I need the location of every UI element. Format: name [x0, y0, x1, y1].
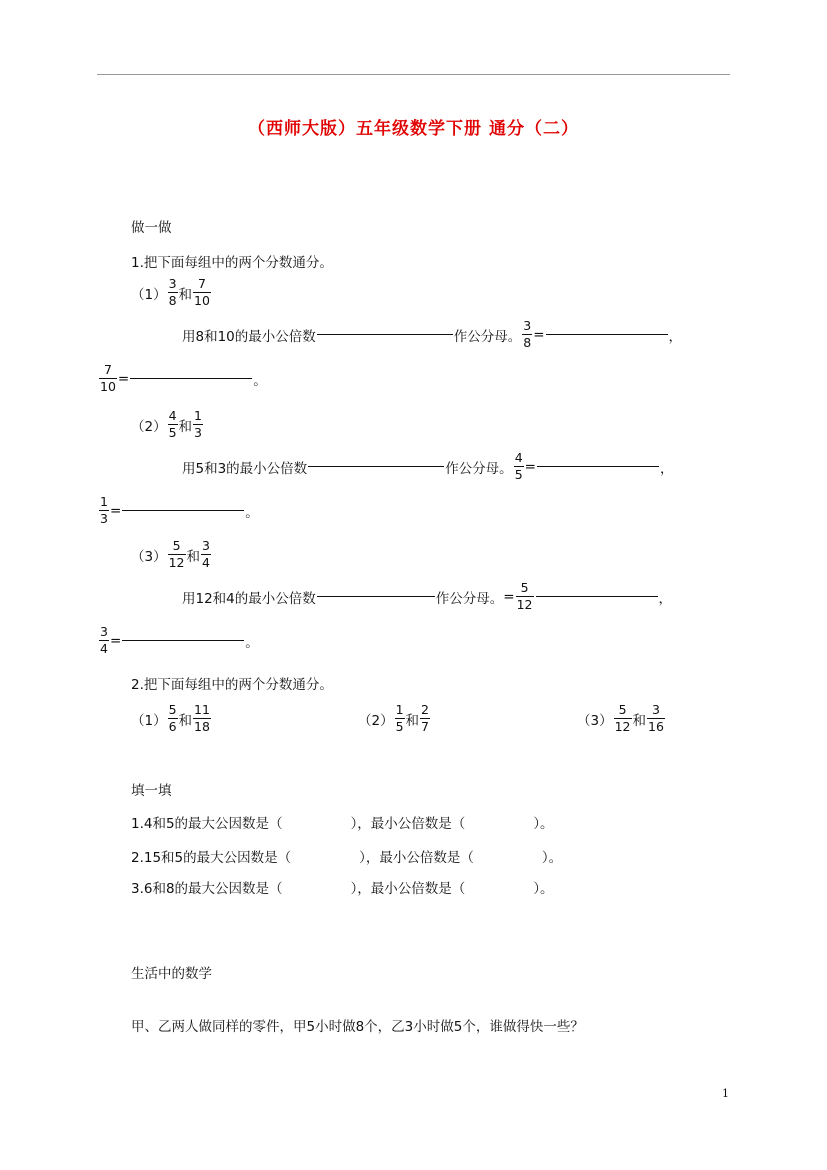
section-heading-do: 做一做	[131, 220, 172, 236]
fraction: $\frac{1}{3}$	[100, 494, 108, 526]
q1-item-1-second-fraction: $\frac{7}{10}$ = 。	[100, 362, 267, 394]
fraction: $\frac{5}{12}$	[168, 538, 185, 570]
answer-blank[interactable]	[130, 378, 252, 379]
q1-item-1-instruction: 用8和10的最小公倍数 作公分母。 $\frac{3}{8}$ = ，	[182, 318, 683, 350]
fraction: $\frac{11}{18}$	[194, 702, 210, 734]
q1-item-3-fractions	[131, 540, 212, 569]
q2-item-1	[131, 704, 212, 733]
answer-blank[interactable]	[317, 334, 453, 335]
fraction: $\frac{3}{4}$	[202, 538, 210, 570]
joiner-text: 和	[178, 712, 193, 729]
answer-blank[interactable]	[308, 466, 444, 467]
fraction: $\frac{4}{5}$	[168, 408, 177, 440]
q1-item-2-second-fraction: $\frac{1}{3}$ = 。	[100, 494, 259, 526]
fraction: $\frac{3}{4}$	[100, 624, 108, 656]
fill-item-1: 1.4和5的最大公因数是（ ），最小公倍数是（ ）。	[131, 816, 554, 832]
item-label: （2）	[358, 712, 394, 729]
q2-item-2	[358, 704, 431, 733]
fraction: $\frac{5}{6}$	[168, 702, 177, 734]
question-2-text: 2.把下面每组中的两个分数通分。	[131, 677, 333, 693]
fraction: $\frac{3}{8}$	[523, 318, 532, 350]
item-label: （3）	[577, 712, 613, 729]
answer-blank[interactable]	[537, 466, 659, 467]
fraction: $\frac{5}{12}$	[516, 580, 533, 612]
item-label: （3）	[131, 548, 167, 565]
joiner-text: 和	[632, 712, 646, 729]
fraction: $\frac{2}{7}$	[421, 702, 429, 734]
fraction: $\frac{7}{10}$	[194, 276, 210, 308]
document-title: （西师大版）五年级数学下册 通分（二）	[248, 119, 579, 139]
q1-item-1-fractions	[131, 278, 212, 307]
section-heading-fill: 填一填	[131, 783, 172, 799]
answer-blank[interactable]	[122, 640, 244, 641]
fraction: $\frac{7}{10}$	[100, 362, 116, 394]
answer-blank[interactable]	[546, 334, 668, 335]
fraction: $\frac{4}{5}$	[514, 450, 523, 482]
fill-item-2: 2.15和5的最大公因数是（ ），最小公倍数是（ ）。	[131, 850, 563, 866]
fraction: $\frac{1}{3}$	[194, 408, 202, 440]
fraction: $\frac{3}{8}$	[168, 276, 177, 308]
fill-item-3: 3.6和8的最大公因数是（ ），最小公倍数是（ ）。	[131, 881, 554, 897]
word-problem: 甲、乙两人做同样的零件，甲5小时做8个，乙3小时做5个，谁做得快一些？	[131, 1019, 584, 1035]
header-rule	[97, 74, 730, 75]
joiner-text: 和	[186, 548, 200, 565]
answer-blank[interactable]	[317, 596, 435, 597]
q2-item-3	[577, 704, 666, 733]
item-label: （2）	[131, 418, 167, 435]
answer-blank[interactable]	[536, 596, 658, 597]
item-label: （1）	[131, 286, 167, 303]
q1-item-3-instruction: 用12和4的最小公倍数 作公分母。 = $\frac{5}{12}$ ，	[182, 580, 672, 612]
q1-item-3-second-fraction: $\frac{3}{4}$ = 。	[100, 624, 259, 656]
question-1-text: 1.把下面每组中的两个分数通分。	[131, 255, 333, 271]
joiner-text: 和	[178, 418, 193, 435]
item-label: （1）	[131, 712, 167, 729]
fraction: $\frac{1}{5}$	[395, 702, 404, 734]
joiner-text: 和	[178, 286, 193, 303]
joiner-text: 和	[405, 712, 420, 729]
fraction: $\frac{3}{16}$	[648, 702, 664, 734]
page-number: 1	[722, 1087, 729, 1100]
answer-blank[interactable]	[122, 510, 244, 511]
q1-item-2-instruction: 用5和3的最小公倍数 作公分母。 $\frac{4}{5}$ = ，	[182, 450, 674, 482]
fraction: $\frac{5}{12}$	[614, 702, 631, 734]
section-heading-life: 生活中的数学	[131, 966, 212, 982]
q1-item-2-fractions	[131, 410, 204, 439]
